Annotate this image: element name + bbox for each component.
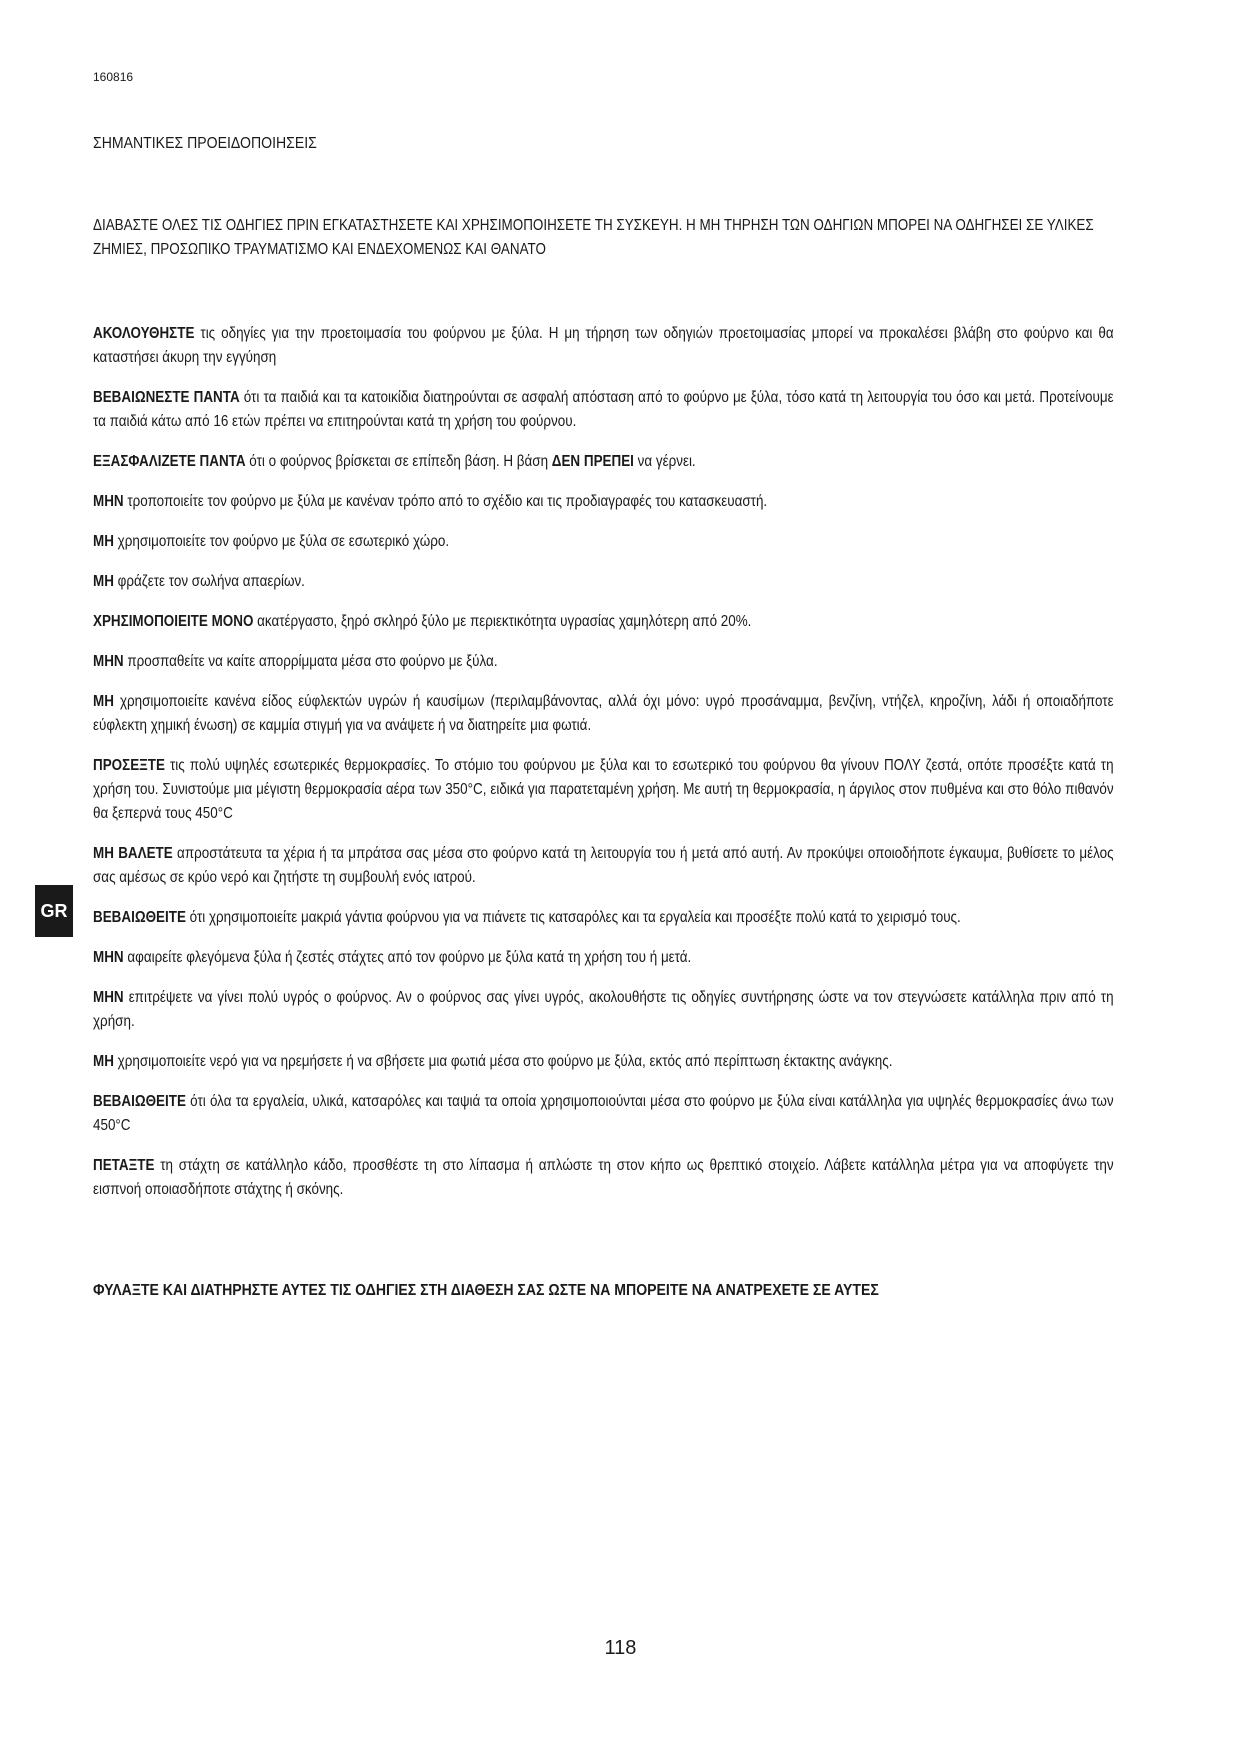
- warning-text: τη στάχτη σε κατάλληλο κάδο, προσθέστε τη στο λίπασμα ή απλώστε τη στον κήπο ως θρεπτικό στοιχείο. Λάβετε κατάλληλα μέτρα για να αποφύγετε την εισπνοή οποιασδήποτε στάχτης ή σκόνης.: [93, 1157, 1114, 1198]
- warning-text: αφαιρείτε φλεγόμενα ξύλα ή ζεστές στάχτες από τον φούρνο με ξύλα κατά τη χρήση του ή μετά.: [123, 949, 692, 966]
- warning-keyword: ΠΕΤΑΞΤΕ: [93, 1157, 155, 1174]
- warning-text: ότι όλα τα εργαλεία, υλικά, κατσαρόλες και ταψιά τα οποία χρησιμοποιούνται μέσα στο φούρνο με ξύλα είναι κατάλληλα για υψηλές θερμοκρασίες άνω των 450°C: [93, 1093, 1114, 1134]
- warning-text: τις οδηγίες για την προετοιμασία του φούρνου με ξύλα. Η μη τήρηση των οδηγιών προετοιμασίας μπορεί να προκαλέσει βλάβη στο φούρνο και θα καταστήσει άκυρη την εγγύηση: [93, 325, 1114, 366]
- warning-text: επιτρέψετε να γίνει πολύ υγρός ο φούρνος. Αν ο φούρνος σας γίνει υγρός, ακολουθήστε τις οδηγίες συντήρησης ώστε να τον στεγνώσετε κατάλληλα πριν από τη χρήση.: [93, 989, 1114, 1030]
- warning-item: [93, 690, 1114, 738]
- warning-text: χρησιμοποιείτε νερό για να ηρεμήσετε ή να σβήσετε μια φωτιά μέσα στο φούρνο με ξύλα, εκτός από περίπτωση έκτακτης ανάγκης.: [113, 1053, 893, 1070]
- warning-text: ότι ο φούρνος βρίσκεται σε επίπεδη βάση. Η βάση: [245, 453, 552, 470]
- warning-item: [93, 610, 1114, 634]
- warning-text-tail: να γέρνει.: [633, 453, 696, 470]
- warning-keyword: ΜΗ: [93, 533, 114, 550]
- warning-item: [93, 322, 1114, 370]
- warning-keyword: ΠΡΟΣΕΞΤΕ: [93, 757, 165, 774]
- warning-item: [93, 906, 1114, 930]
- warning-keyword: ΜΗ: [93, 573, 114, 590]
- warning-item: [93, 1090, 1114, 1138]
- warning-keyword: ΧΡΗΣΙΜΟΠΟΙΕΙΤΕ ΜΟΝΟ: [93, 613, 254, 630]
- warning-text: απροστάτευτα τα χέρια ή τα μπράτσα σας μέσα στο φούρνο κατά τη λειτουργία του ή μετά από αυτή. Αν προκύψει οποιοδήποτε έγκαυμα, βυθίσετε το μέλος σας αμέσως σε κρύο νερό και ζητήστε τη συμβουλή ενός ιατρού.: [93, 845, 1114, 886]
- warning-keyword: ΜΗΝ: [93, 989, 124, 1006]
- warning-item: [93, 754, 1114, 826]
- warning-text: ότι τα παιδιά και τα κατοικίδια διατηρούνται σε ασφαλή απόσταση από το φούρνο με ξύλα, τόσο κατά τη λειτουργία του όσο και μετά. Προτείνουμε τα παιδιά κάτω από 16 ετών πρέπει να επιτηρούνται κατά τη χρήση του φούρνου.: [93, 389, 1114, 430]
- warning-item: [93, 650, 1114, 674]
- warning-item: [93, 570, 1114, 594]
- warning-item: [93, 450, 1114, 474]
- warning-item: [93, 530, 1114, 554]
- warning-keyword: ΜΗΝ: [93, 653, 124, 670]
- warning-text: ότι χρησιμοποιείτε μακριά γάντια φούρνου για να πιάνετε τις κατσαρόλες και τα εργαλεία και προσέξτε πολύ κατά το χειρισμό τους.: [185, 909, 961, 926]
- warning-text: τις πολύ υψηλές εσωτερικές θερμοκρασίες. Το στόμιο του φούρνου με ξύλα και το εσωτερικό του φούρνου θα γίνουν ΠΟΛΥ ζεστά, οπότε προσέξτε κατά τη χρήση του. Συνιστούμε μια μέγιστη θερμοκρασία αέρα των 350°C, ειδικά για παρατεταμένη χρήση. Με αυτή τη θερμοκρασία, η άργιλος στον πυθμένα και στο θόλο πιθανόν θα ξεπερνά τους 450°C: [93, 757, 1114, 822]
- warnings-list: [93, 322, 1114, 1218]
- warning-keyword: ΜΗ: [93, 693, 114, 710]
- warning-keyword: ΒΕΒΑΙΩΘΕΙΤΕ: [93, 1093, 186, 1110]
- warning-keyword: ΜΗ: [93, 1053, 114, 1070]
- warning-text: ακατέργαστο, ξηρό σκληρό ξύλο με περιεκτικότητα υγρασίας χαμηλότερη από 20%.: [253, 613, 752, 630]
- warning-text: χρησιμοποιείτε κανένα είδος εύφλεκτών υγρών ή καυσίμων (περιλαμβάνοντας, αλλά όχι μόνο: υγρό προσάναμμα, βενζίνη, ντήζελ, κηροζίνη, λάδι ή οποιαδήποτε εύφλεκτη χημική ένωση) σε καμμία στιγμή για να ανάψετε ή να διατηρείτε μια φωτιά.: [93, 693, 1114, 734]
- warning-item: [93, 946, 1114, 970]
- language-tab: GR: [35, 885, 73, 937]
- warning-keyword: ΒΕΒΑΙΩΝΕΣΤΕ ΠΑΝΤΑ: [93, 389, 240, 406]
- warning-text: τροποποιείτε τον φούρνο με ξύλα με κανέναν τρόπο από το σχέδιο και τις προδιαγραφές του κατασκευαστή.: [123, 493, 768, 510]
- intro-warning: ΔΙΑΒΑΣΤΕ ΟΛΕΣ ΤΙΣ ΟΔΗΓΙΕΣ ΠΡΙΝ ΕΓΚΑΤΑΣΤΗΣΕΤΕ ΚΑΙ ΧΡΗΣΙΜΟΠΟΙΗΣΕΤΕ ΤΗ ΣΥΣΚΕΥΗ. Η ΜΗ ΤΗΡΗΣΗ ΤΩΝ ΟΔΗΓΙΩΝ ΜΠΟΡΕΙ ΝΑ ΟΔΗΓΗΣΕΙ ΣΕ ΥΛΙΚΕΣ ΖΗΜΙΕΣ, ΠΡΟΣΩΠΙΚΟ ΤΡΑΥΜΑΤΙΣΜΟ ΚΑΙ ΕΝΔΕΧΟΜΕΝΩΣ ΚΑΙ ΘΑΝΑΤΟ: [93, 217, 1094, 258]
- warning-text: χρησιμοποιείτε τον φούρνο με ξύλα σε εσωτερικό χώρο.: [113, 533, 450, 550]
- warning-keyword: ΒΕΒΑΙΩΘΕΙΤΕ: [93, 909, 186, 926]
- warning-item: [93, 986, 1114, 1034]
- warning-item: [93, 1050, 1114, 1074]
- warning-keyword-inline: ΔΕΝ ΠΡΕΠΕΙ: [551, 453, 634, 470]
- warning-text: προσπαθείτε να καίτε απορρίμματα μέσα στο φούρνο με ξύλα.: [123, 653, 498, 670]
- warning-item: [93, 490, 1114, 514]
- warning-item: [93, 842, 1114, 890]
- page-title: ΣΗΜΑΝΤΙΚΕΣ ΠΡΟΕΙΔΟΠΟΙΗΣΕΙΣ: [93, 135, 317, 152]
- document-code: 160816: [93, 70, 134, 84]
- warning-item: [93, 386, 1114, 434]
- warning-keyword: ΕΞΑΣΦΑΛΙΖΕΤΕ ΠΑΝΤΑ: [93, 453, 246, 470]
- warning-keyword: ΜΗΝ: [93, 949, 124, 966]
- warning-item: [93, 1154, 1114, 1202]
- keep-instructions-note: ΦΥΛΑΞΤΕ ΚΑΙ ΔΙΑΤΗΡΗΣΤΕ ΑΥΤΕΣ ΤΙΣ ΟΔΗΓΙΕΣ ΣΤΗ ΔΙΑΘΕΣΗ ΣΑΣ ΩΣΤΕ ΝΑ ΜΠΟΡΕΙΤΕ ΝΑ ΑΝΑΤΡΕΧΕΤΕ ΣΕ ΑΥΤΕΣ: [93, 1282, 879, 1299]
- warning-keyword: ΑΚΟΛΟΥΘΗΣΤΕ: [93, 325, 195, 342]
- warning-keyword: ΜΗΝ: [93, 493, 124, 510]
- page-number: 118: [604, 1637, 637, 1659]
- warning-keyword: ΜΗ ΒΑΛΕΤΕ: [93, 845, 173, 862]
- warning-text: φράζετε τον σωλήνα απαερίων.: [113, 573, 305, 590]
